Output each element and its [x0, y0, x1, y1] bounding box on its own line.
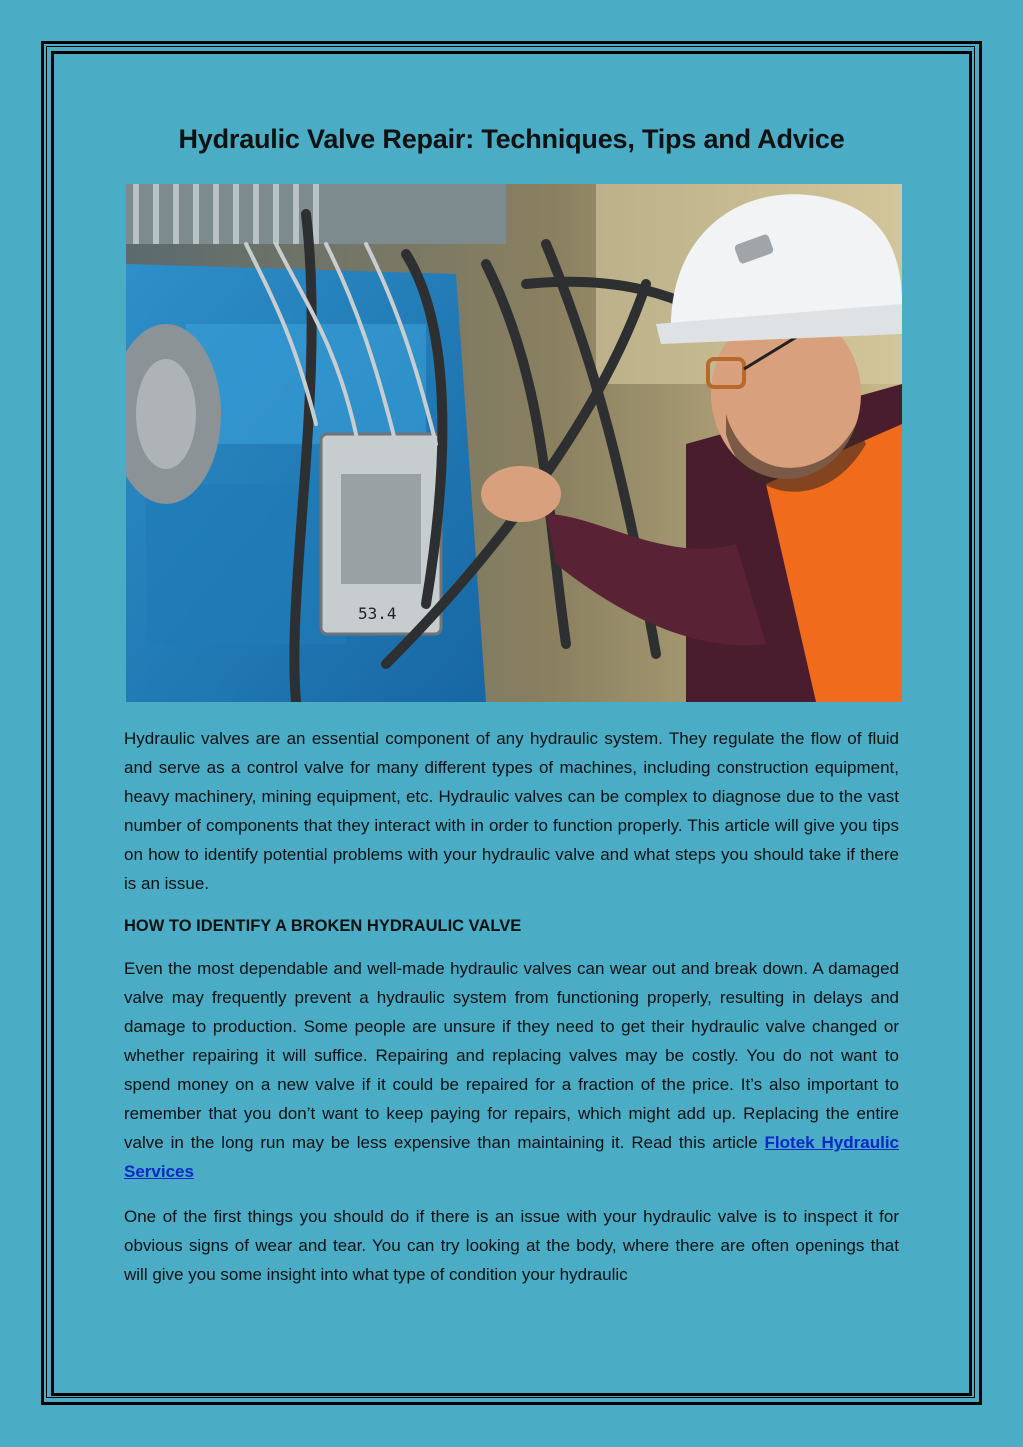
inspection-paragraph: One of the first things you should do if there is an issue with your hydraulic valve is to inspect it for obvious signs of wear and tear. You can try looking at the body, where there are often openings that will give you some insight into what type of condition your hydraulic: [124, 1207, 899, 1284]
flotek-hydraulic-services-link[interactable]: Flotek Hydraulic Services: [124, 1133, 899, 1181]
body-paragraph-text: Even the most dependable and well-made hydraulic valves can wear out and break down. A damaged valve may frequently prevent a hydraulic system from functioning properly, resulting in delays and damage to production. Some people are unsure if they need to get their hydraulic valve changed or whether repairing it will suffice. Repairing and replacing valves may be costly. You do not want to spend money on a new valve if it could be repaired for a fraction of the price. It’s also important to remember that you don’t want to keep paying for repairs, which might add up. Replacing the entire valve in the long run may be less expensive than maintaining it. Read this article: [124, 959, 899, 1152]
hydraulic-engine-technician-photo: [126, 184, 902, 702]
page-title: Hydraulic Valve Repair: Techniques, Tips and Advice: [178, 124, 845, 154]
svg-text:53.4: 53.4: [358, 604, 397, 623]
intro-paragraph: Hydraulic valves are an essential component of any hydraulic system. They regulate the flow of fluid and serve as a control valve for many different types of machines, including construction equipment, heavy machinery, mining equipment, etc. Hydraulic valves can be complex to diagnose due to the vast number of components that they interact with in order to function properly. This article will give you tips on how to identify potential problems with your hydraulic valve and what steps you should take if there is an issue.: [124, 729, 899, 893]
body-paragraph: [124, 954, 899, 1186]
article-body: [124, 724, 899, 1305]
section-heading: HOW TO IDENTIFY A BROKEN HYDRAULIC VALVE: [124, 917, 522, 935]
